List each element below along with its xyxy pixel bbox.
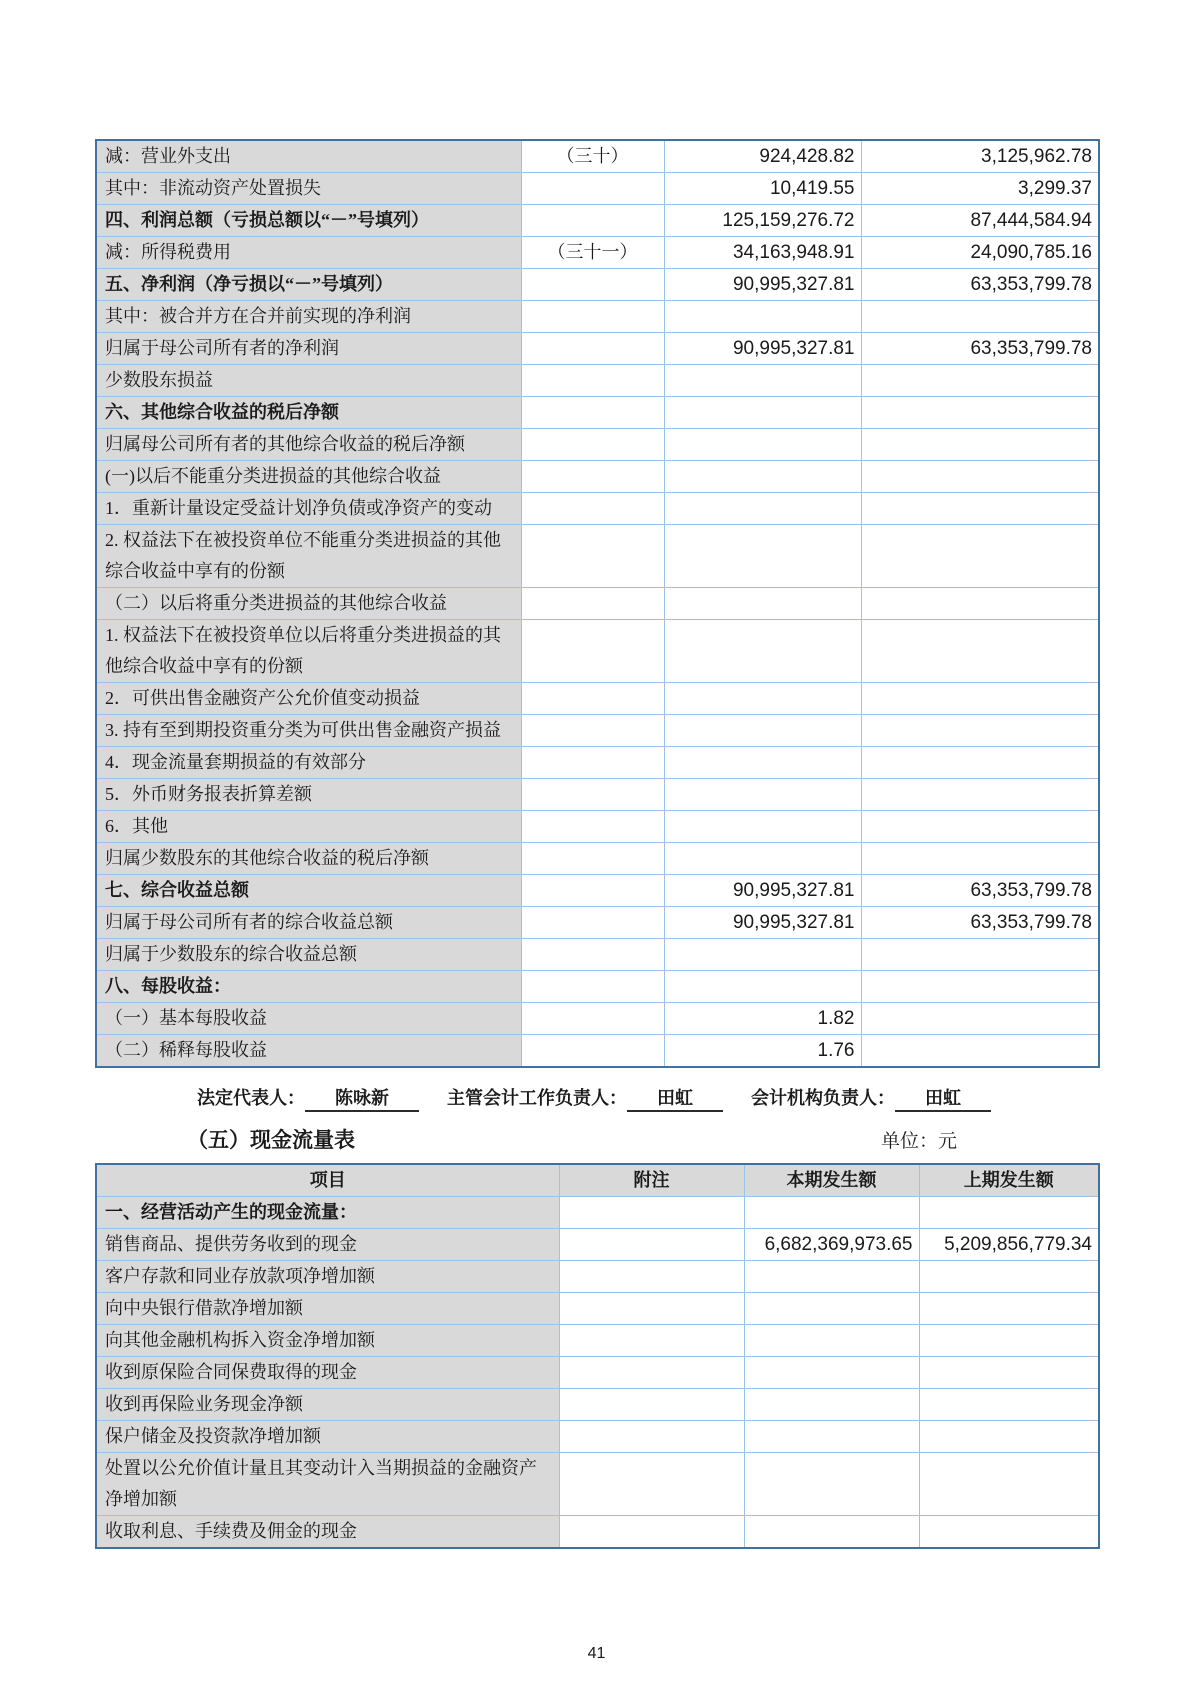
- cell-note: [521, 269, 664, 301]
- header-item: 项目: [96, 1164, 559, 1197]
- table-row: [96, 1293, 1099, 1325]
- cell-item: 减：所得税费用: [96, 237, 521, 269]
- cell-note: [559, 1197, 744, 1229]
- signature-line: [197, 1084, 1200, 1112]
- income-statement-table: [95, 139, 1100, 1068]
- cell-current: [664, 525, 861, 588]
- cell-current: [744, 1325, 919, 1357]
- cell-note: [559, 1261, 744, 1293]
- cell-item: 保户储金及投资款净增加额: [96, 1421, 559, 1453]
- cell-note: [521, 588, 664, 620]
- table-row: [96, 429, 1099, 461]
- cell-note: [559, 1453, 744, 1516]
- cell-note: [521, 971, 664, 1003]
- cell-item: 其中：被合并方在合并前实现的净利润: [96, 301, 521, 333]
- legal-representative-name: 陈咏新: [305, 1084, 419, 1112]
- cell-current: [664, 301, 861, 333]
- cell-prior: [919, 1293, 1099, 1325]
- cell-note: [521, 333, 664, 365]
- table-row: [96, 1261, 1099, 1293]
- cell-prior: 63,353,799.78: [861, 333, 1099, 365]
- cell-prior: [919, 1453, 1099, 1516]
- cell-current: [664, 971, 861, 1003]
- cell-current: [664, 588, 861, 620]
- cell-current: [744, 1261, 919, 1293]
- cell-current: [664, 747, 861, 779]
- page-number: 41: [587, 1645, 606, 1662]
- cell-item: 1. 权益法下在被投资单位以后将重分类进损益的其他综合收益中享有的份额: [96, 620, 521, 683]
- cell-prior: 5,209,856,779.34: [919, 1229, 1099, 1261]
- cell-current: 6,682,369,973.65: [744, 1229, 919, 1261]
- cell-current: [664, 493, 861, 525]
- cell-note: [559, 1389, 744, 1421]
- cell-prior: [919, 1357, 1099, 1389]
- cell-note: [521, 747, 664, 779]
- cell-prior: [919, 1389, 1099, 1421]
- cell-current: [664, 683, 861, 715]
- cell-note: [521, 493, 664, 525]
- cell-current: [664, 715, 861, 747]
- table-row: [96, 715, 1099, 747]
- cell-current: [744, 1516, 919, 1549]
- cell-prior: [861, 525, 1099, 588]
- cell-item: （二）以后将重分类进损益的其他综合收益: [96, 588, 521, 620]
- cell-item: 6．其他: [96, 811, 521, 843]
- table-row: [96, 397, 1099, 429]
- table-row: [96, 173, 1099, 205]
- cell-item: 2．可供出售金融资产公允价值变动损益: [96, 683, 521, 715]
- legal-representative-field: [197, 1084, 419, 1112]
- cell-prior: [861, 683, 1099, 715]
- cell-current: [744, 1453, 919, 1516]
- cell-current: 924,428.82: [664, 140, 861, 173]
- section-title: （五）现金流量表: [187, 1128, 355, 1152]
- cell-item: 六、其他综合收益的税后净额: [96, 397, 521, 429]
- cell-current: [744, 1293, 919, 1325]
- cell-note: [521, 620, 664, 683]
- cell-item: 四、利润总额（亏损总额以“－”号填列）: [96, 205, 521, 237]
- chief-accountant-field: [447, 1084, 723, 1112]
- table-row: [96, 843, 1099, 875]
- cell-current: [664, 461, 861, 493]
- cell-note: [521, 907, 664, 939]
- cell-prior: [861, 843, 1099, 875]
- cell-prior: [919, 1325, 1099, 1357]
- cell-item: 5．外币财务报表折算差额: [96, 779, 521, 811]
- cell-prior: [861, 811, 1099, 843]
- cell-note: [521, 715, 664, 747]
- cell-item: 收取利息、手续费及佣金的现金: [96, 1516, 559, 1549]
- cell-current: [664, 843, 861, 875]
- cell-item: (一)以后不能重分类进损益的其他综合收益: [96, 461, 521, 493]
- cell-prior: 24,090,785.16: [861, 237, 1099, 269]
- cell-current: 34,163,948.91: [664, 237, 861, 269]
- table-row: [96, 747, 1099, 779]
- table-row: [96, 301, 1099, 333]
- table-row: [96, 461, 1099, 493]
- cell-prior: [861, 588, 1099, 620]
- cell-item: 1．重新计量设定受益计划净负债或净资产的变动: [96, 493, 521, 525]
- cell-prior: [861, 397, 1099, 429]
- cell-item: 其中：非流动资产处置损失: [96, 173, 521, 205]
- cell-item: （一）基本每股收益: [96, 1003, 521, 1035]
- cell-item: 销售商品、提供劳务收到的现金: [96, 1229, 559, 1261]
- table-row: [96, 365, 1099, 397]
- cell-current: [664, 939, 861, 971]
- cell-item: 归属于母公司所有者的综合收益总额: [96, 907, 521, 939]
- table-row: [96, 939, 1099, 971]
- table-row: [96, 333, 1099, 365]
- cell-current: [664, 429, 861, 461]
- table-row: [96, 620, 1099, 683]
- cell-note: [521, 397, 664, 429]
- cell-note: [521, 205, 664, 237]
- cell-item: 4．现金流量套期损益的有效部分: [96, 747, 521, 779]
- table-row: [96, 1035, 1099, 1068]
- table-row: [96, 1516, 1099, 1549]
- header-current-period: 本期发生额: [744, 1164, 919, 1197]
- cell-item: 向其他金融机构拆入资金净增加额: [96, 1325, 559, 1357]
- table-row: [96, 1421, 1099, 1453]
- cell-current: 90,995,327.81: [664, 875, 861, 907]
- cell-item: 2. 权益法下在被投资单位不能重分类进损益的其他综合收益中享有的份额: [96, 525, 521, 588]
- cell-note: [521, 429, 664, 461]
- cell-note: [521, 365, 664, 397]
- cell-item: 归属于母公司所有者的净利润: [96, 333, 521, 365]
- header-row: [96, 1164, 1099, 1197]
- cell-current: [744, 1389, 919, 1421]
- cell-item: 收到再保险业务现金净额: [96, 1389, 559, 1421]
- accounting-department-head-name: 田虹: [895, 1084, 991, 1112]
- cell-item: 处置以公允价值计量且其变动计入当期损益的金融资产净增加额: [96, 1453, 559, 1516]
- cell-item: 五、净利润（净亏损以“－”号填列）: [96, 269, 521, 301]
- table-row: [96, 525, 1099, 588]
- cell-note: [559, 1357, 744, 1389]
- cell-note: [521, 525, 664, 588]
- cell-prior: [861, 779, 1099, 811]
- table-row: [96, 1197, 1099, 1229]
- cell-note: [521, 461, 664, 493]
- cell-current: [744, 1197, 919, 1229]
- cell-current: [744, 1357, 919, 1389]
- cell-current: 125,159,276.72: [664, 205, 861, 237]
- table-row: [96, 140, 1099, 173]
- cell-prior: [861, 1035, 1099, 1068]
- cell-item: 向中央银行借款净增加额: [96, 1293, 559, 1325]
- cell-prior: [861, 971, 1099, 1003]
- cell-note: [521, 1035, 664, 1068]
- cell-note: [521, 683, 664, 715]
- cell-note: [521, 173, 664, 205]
- cell-note: [521, 875, 664, 907]
- table-row: [96, 237, 1099, 269]
- cell-note: [559, 1293, 744, 1325]
- cell-current: 90,995,327.81: [664, 907, 861, 939]
- cashflow-section-header: [95, 1124, 1098, 1154]
- table-row: [96, 971, 1099, 1003]
- cashflow-statement-table: [95, 1163, 1100, 1549]
- cell-prior: [919, 1197, 1099, 1229]
- cell-item: 客户存款和同业存放款项净增加额: [96, 1261, 559, 1293]
- cell-item: 七、综合收益总额: [96, 875, 521, 907]
- cell-current: [664, 397, 861, 429]
- cell-note: （三十一）: [521, 237, 664, 269]
- cell-prior: [861, 493, 1099, 525]
- table-row: [96, 588, 1099, 620]
- chief-accountant-name: 田虹: [627, 1084, 723, 1112]
- cell-note: [559, 1421, 744, 1453]
- cell-prior: [919, 1516, 1099, 1549]
- cell-current: [664, 365, 861, 397]
- table-row: [96, 1357, 1099, 1389]
- table-row: [96, 811, 1099, 843]
- cell-current: [664, 811, 861, 843]
- table-row: [96, 1325, 1099, 1357]
- cell-prior: [861, 1003, 1099, 1035]
- header-note: 附注: [559, 1164, 744, 1197]
- cell-prior: [861, 461, 1099, 493]
- table-row: [96, 1389, 1099, 1421]
- cell-item: 收到原保险合同保费取得的现金: [96, 1357, 559, 1389]
- cell-prior: [861, 301, 1099, 333]
- table-row: [96, 875, 1099, 907]
- cell-prior: [919, 1261, 1099, 1293]
- table-row: [96, 205, 1099, 237]
- cell-prior: 63,353,799.78: [861, 875, 1099, 907]
- cell-current: 10,419.55: [664, 173, 861, 205]
- cell-item: （二）稀释每股收益: [96, 1035, 521, 1068]
- cell-prior: 87,444,584.94: [861, 205, 1099, 237]
- cell-note: [559, 1516, 744, 1549]
- cell-item: 归属少数股东的其他综合收益的税后净额: [96, 843, 521, 875]
- cell-note: [559, 1229, 744, 1261]
- cell-prior: [861, 747, 1099, 779]
- cell-note: [521, 301, 664, 333]
- cell-current: 90,995,327.81: [664, 269, 861, 301]
- cell-prior: 3,125,962.78: [861, 140, 1099, 173]
- cashflow-table-header: [96, 1164, 1099, 1197]
- cell-prior: 63,353,799.78: [861, 907, 1099, 939]
- table-row: [96, 779, 1099, 811]
- legal-representative-label: 法定代表人：: [197, 1088, 305, 1108]
- header-prior-period: 上期发生额: [919, 1164, 1099, 1197]
- cell-item: 八、每股收益：: [96, 971, 521, 1003]
- cell-prior: [861, 620, 1099, 683]
- table-row: [96, 1003, 1099, 1035]
- income-statement-body: [96, 140, 1099, 1067]
- cell-prior: [919, 1421, 1099, 1453]
- table-row: [96, 1229, 1099, 1261]
- cell-note: [521, 1003, 664, 1035]
- table-row: [96, 1453, 1099, 1516]
- cell-item: 3. 持有至到期投资重分类为可供出售金融资产损益: [96, 715, 521, 747]
- cell-current: 1.76: [664, 1035, 861, 1068]
- cell-prior: [861, 939, 1099, 971]
- cell-prior: [861, 429, 1099, 461]
- table-row: [96, 269, 1099, 301]
- cell-item: 归属母公司所有者的其他综合收益的税后净额: [96, 429, 521, 461]
- cell-note: [521, 779, 664, 811]
- chief-accountant-label: 主管会计工作负责人：: [447, 1088, 627, 1108]
- cell-note: [521, 811, 664, 843]
- cell-item: 归属于少数股东的综合收益总额: [96, 939, 521, 971]
- cashflow-statement-body: [96, 1197, 1099, 1549]
- cell-prior: [861, 715, 1099, 747]
- cell-current: 90,995,327.81: [664, 333, 861, 365]
- accounting-department-head-field: [751, 1084, 991, 1112]
- cell-current: [744, 1421, 919, 1453]
- cell-prior: 3,299.37: [861, 173, 1099, 205]
- cell-current: [664, 620, 861, 683]
- cell-prior: 63,353,799.78: [861, 269, 1099, 301]
- cell-current: 1.82: [664, 1003, 861, 1035]
- table-row: [96, 493, 1099, 525]
- cell-item: 减：营业外支出: [96, 140, 521, 173]
- cell-prior: [861, 365, 1099, 397]
- cell-item: 一、经营活动产生的现金流量：: [96, 1197, 559, 1229]
- accounting-department-head-label: 会计机构负责人：: [751, 1088, 895, 1108]
- table-row: [96, 683, 1099, 715]
- cell-note: （三十）: [521, 140, 664, 173]
- cell-item: 少数股东损益: [96, 365, 521, 397]
- table-row: [96, 907, 1099, 939]
- cell-note: [559, 1325, 744, 1357]
- cell-note: [521, 939, 664, 971]
- cell-current: [664, 779, 861, 811]
- cell-note: [521, 843, 664, 875]
- unit-label: 单位：元: [880, 1131, 957, 1152]
